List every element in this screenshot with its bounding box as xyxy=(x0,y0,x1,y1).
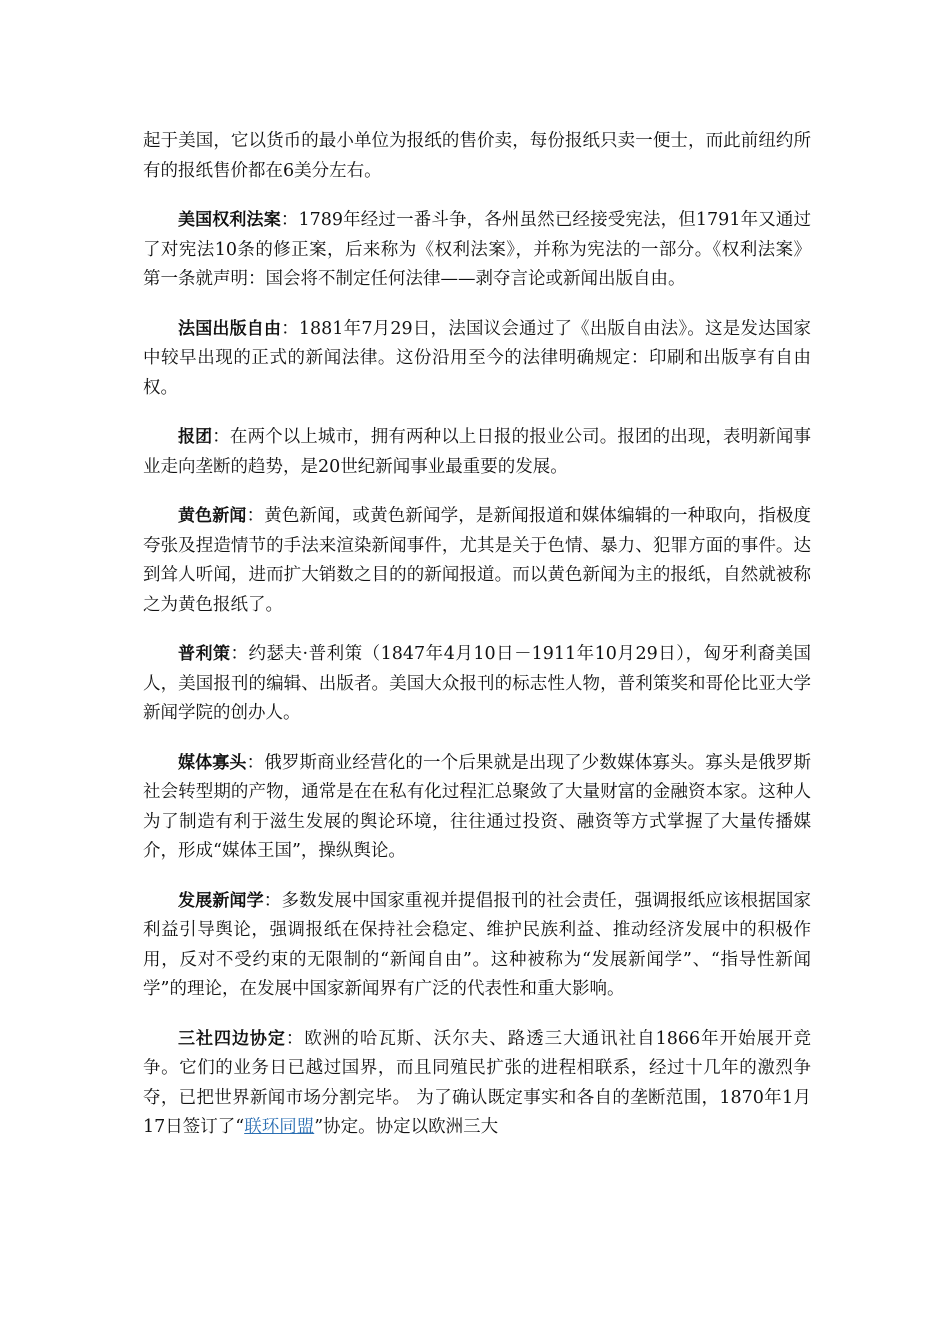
paragraph-text: ”协定。协定以欧洲三大 xyxy=(314,1117,499,1137)
paragraph-us-bill-of-rights xyxy=(143,206,811,295)
paragraph-text: ：俄罗斯商业经营化的一个后果就是出现了少数媒体寡头。寡头是俄罗斯社会转型期的产物，通常是在在私有化过程汇总聚敛了大量财富的金融资本家。这种人为了制造有利于滋生发展的舆论环境，往往通过投资、融资等方式掌握了大量传播媒介，形成“媒体王国”，操纵舆论。 xyxy=(143,752,812,861)
paragraph-text: ：约瑟夫·普利策（1847年4月10日－1911年10月29日），匈牙利裔美国人，美国报刊的编辑、出版者。美国大众报刊的标志性人物，普利策奖和哥伦比亚大学新闻学院的创办人。 xyxy=(143,644,812,723)
term-heading: 法国出版自由 xyxy=(178,318,282,339)
paragraph-text: ：多数发展中国家重视并提倡报刊的社会责任，强调报纸应该根据国家利益引导舆论，强调报纸在保持社会稳定、维护民族利益、推动经济发展中的积极作用，反对不受约束的无限制的“新闻自由”。这种被称为“发展新闻学”、“指导性新闻学”的理论，在发展中国家新闻界有广泛的代表性和重大影响。 xyxy=(143,890,812,999)
term-heading: 美国权利法案 xyxy=(178,210,281,230)
paragraph-newspaper-chain xyxy=(143,423,811,482)
alliance-link[interactable]: 联环同盟 xyxy=(244,1117,315,1137)
paragraph-text: 起于美国，它以货币的最小单位为报纸的售价卖，每份报纸只卖一便士，而此前纽约所有的报纸售价都在6美分左右。 xyxy=(143,131,811,181)
term-heading: 三社四边协定 xyxy=(178,1028,286,1049)
paragraph-text: ：欧洲的哈瓦斯、沃尔夫、路透三大通讯社自1866年开始展开竞争。它们的业务日已越过国界，而且同殖民扩张的进程相联系，经过十几年的激烈争夺，已把世界新闻市场分割完毕。 为了确认既定事实和各自的垄断范围，1870年1月17日签订了“ xyxy=(143,1028,811,1137)
paragraph-news-agency-agreement xyxy=(143,1025,811,1143)
term-heading: 黄色新闻 xyxy=(178,506,247,526)
paragraph-media-oligarchs xyxy=(143,749,811,867)
term-heading: 发展新闻学 xyxy=(178,890,264,911)
paragraph-text: ：在两个以上城市，拥有两种以上日报的报业公司。报团的出现，表明新闻事业走向垄断的趋势，是20世纪新闻事业最重要的发展。 xyxy=(143,427,812,477)
paragraph-text: ：1789年经过一番斗争，各州虽然已经接受宪法，但1791年又通过了对宪法10条的修正案，后来称为《权利法案》，并称为宪法的一部分。《权利法案》第一条就声明：国会将不制定任何法律——剥夺言论或新闻出版自由。 xyxy=(143,210,812,289)
paragraph-pulitzer xyxy=(143,640,811,729)
paragraph-text: ：黄色新闻，或黄色新闻学，是新闻报道和媒体编辑的一种取向，指极度夸张及捏造情节的手法来渲染新闻事件，尤其是关于色情、暴力、犯罪方面的事件。达到耸人听闻，进而扩大销数之目的的新闻报道。而以黄色新闻为主的报纸，自然就被称之为黄色报纸了。 xyxy=(143,506,812,615)
paragraph-intro-continuation xyxy=(143,127,811,186)
term-heading: 普利策 xyxy=(178,644,231,664)
document-body xyxy=(143,127,811,1163)
term-heading: 报团 xyxy=(178,427,213,447)
paragraph-french-press-freedom xyxy=(143,315,811,404)
paragraph-development-journalism xyxy=(143,887,811,1005)
paragraph-text: ：1881年7月29日，法国议会通过了《出版自由法》。这是发达国家中较早出现的正式的新闻法律。这份沿用至今的法律明确规定：印刷和出版享有自由权。 xyxy=(143,318,811,398)
paragraph-yellow-journalism xyxy=(143,502,811,620)
term-heading: 媒体寡头 xyxy=(178,752,247,773)
